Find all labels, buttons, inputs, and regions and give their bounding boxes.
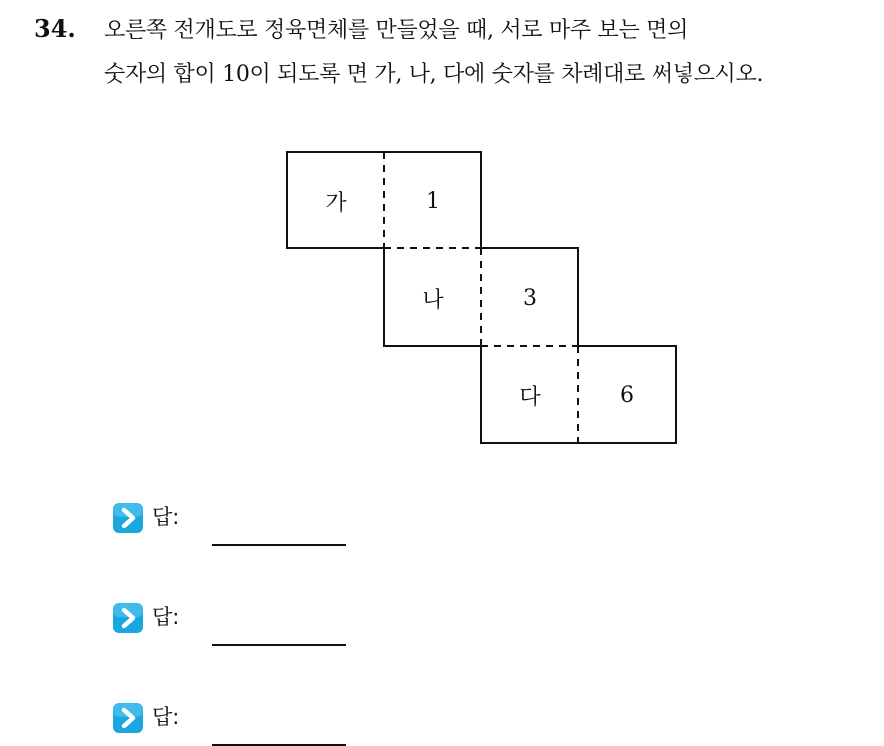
answer-input-na[interactable]: [212, 626, 346, 646]
face-na: 나: [422, 287, 444, 313]
answer-input-ga[interactable]: [212, 526, 346, 546]
question-text-line-1: 오른쪽 전개도로 정육면체를 만들었을 때, 서로 마주 보는 면의: [104, 18, 689, 43]
arrow-icon: [112, 702, 144, 734]
face-da: 다: [519, 384, 541, 410]
question-text-line-2: 숫자의 합이 10이 되도록 면 가, 나, 다에 숫자를 차례대로 써넣으시오.: [104, 62, 764, 87]
answer-label: 답:: [152, 505, 180, 529]
question-number: 34.: [34, 14, 76, 43]
answer-label: 답:: [152, 605, 180, 629]
answer-input-da[interactable]: [212, 726, 346, 746]
face-1: 1: [426, 188, 440, 214]
answer-label: 답:: [152, 705, 180, 729]
arrow-icon: [112, 502, 144, 534]
face-3: 3: [523, 285, 537, 311]
arrow-icon: [112, 602, 144, 634]
face-6: 6: [620, 382, 634, 408]
face-ga: 가: [325, 190, 347, 216]
